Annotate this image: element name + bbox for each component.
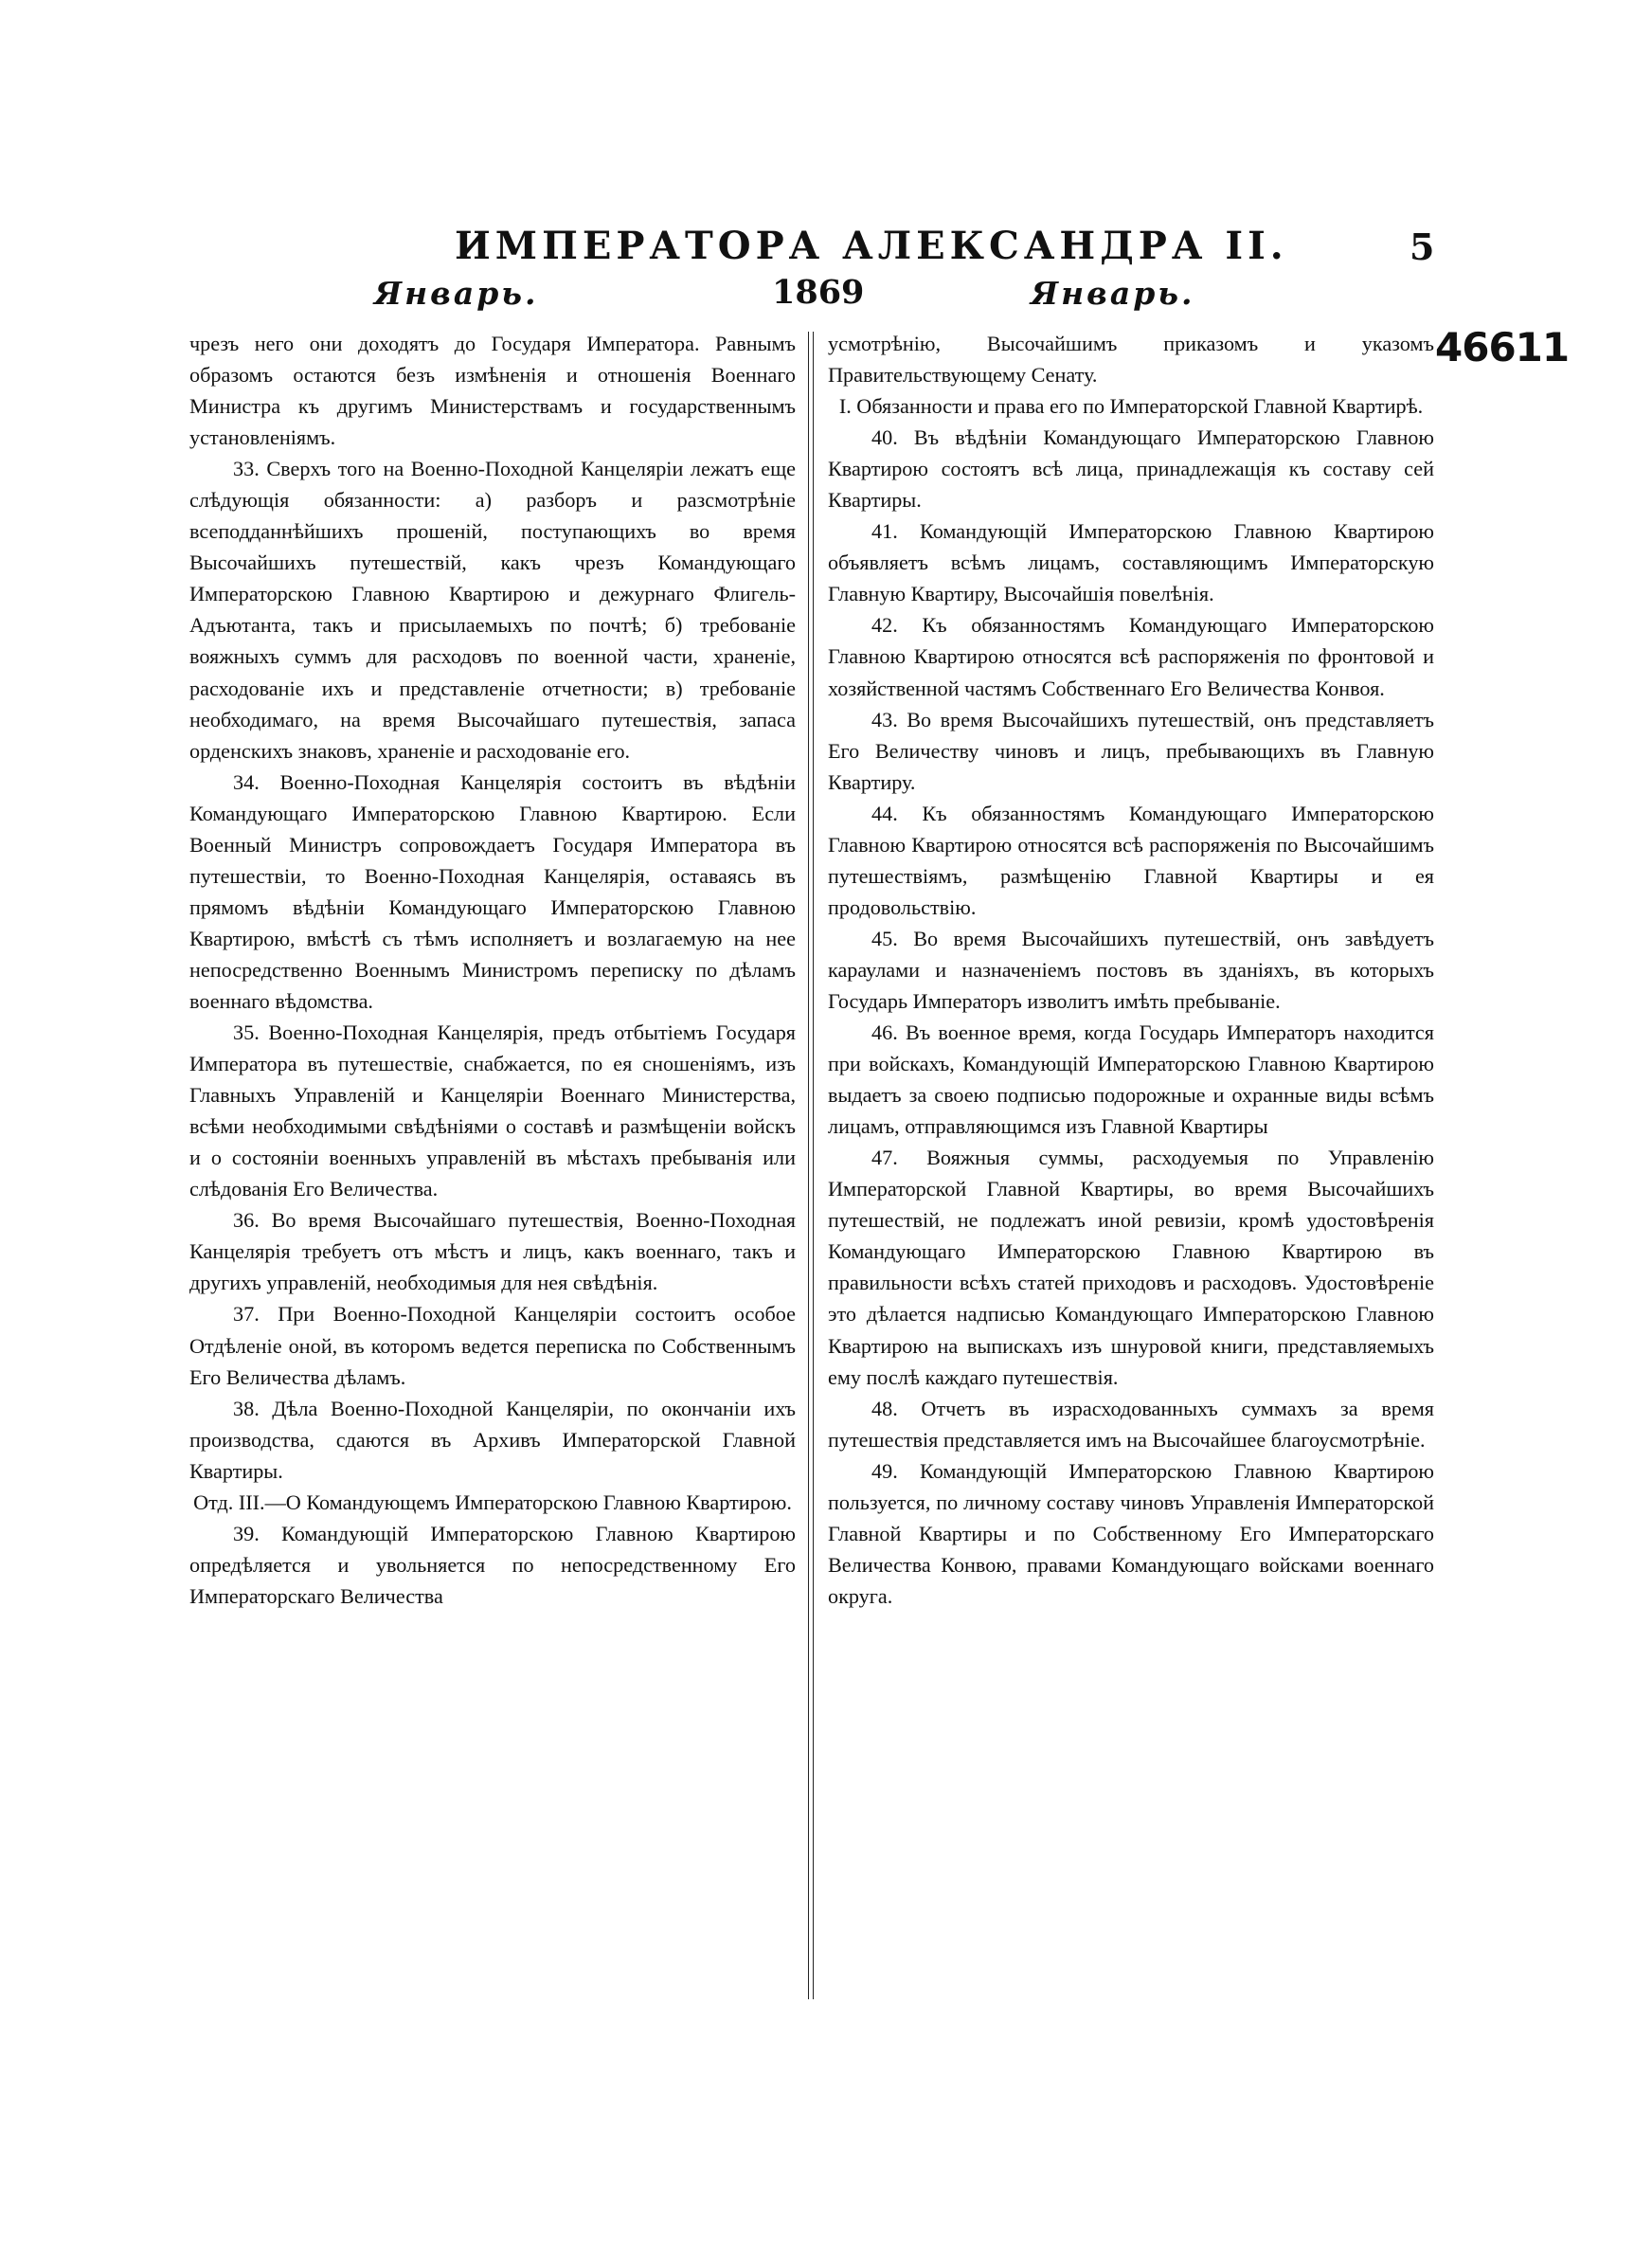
- paragraph: 48. Отчетъ въ израсходованныхъ суммахъ за время путешествія представляется имъ на Высочайшее благоусмотрѣніе.: [828, 1396, 1434, 1452]
- month-left: Январь.: [374, 275, 539, 312]
- section-heading: I. Обязанности и права его по Императорской Главной Квартирѣ.: [838, 394, 1424, 419]
- paragraph: 37. При Военно-Походной Канцеляріи состоитъ особое Отдѣленіе оной, въ которомъ ведется переписка по Собственнымъ Его Величества дѣламъ.: [189, 1302, 796, 1389]
- paragraph: 42. Къ обязанностямъ Командующаго Императорскою Главною Квартирою относятся всѣ распоряженія по фронтовой и хозяйственной частямъ Собственнаго Его Величества Конвоя.: [828, 613, 1434, 700]
- column-divider: [813, 332, 814, 1999]
- paragraph: 40. Въ вѣдѣніи Командующаго Императорскою Главною Квартирою состоятъ всѣ лица, принадлежащія къ составу сей Квартиры.: [828, 425, 1434, 513]
- paragraph: 49. Командующій Императорскою Главною Квартирою пользуется, по личному составу чиновъ Управленія Императорской Главной Квартиры и по Собственному Его Императорскаго Величества Конвою, правами Командующаго войсками военнаго округа.: [828, 1458, 1434, 1608]
- paragraph: 35. Военно-Походная Канцелярія, предъ отбытіемъ Государя Императора въ путешествіе, снабжается, по ея сношеніямъ, изъ Главныхъ Управленій и Канцеляріи Военнаго Министерства, всѣми необходимыми свѣдѣніями о составѣ и размѣщеніи войскъ и о состояніи военныхъ управленій въ мѣстахъ пребыванія или слѣдованія Его Величества.: [189, 1020, 796, 1201]
- paragraph: 36. Во время Высочайшаго путешествія, Военно-Походная Канцелярія требуетъ отъ мѣстъ и лицъ, какъ военнаго, такъ и другихъ управленій, необходимыя для нея свѣдѣнія.: [189, 1208, 796, 1295]
- paragraph: 44. Къ обязанностямъ Командующаго Императорскою Главною Квартирою относятся всѣ распоряженія по Высочайшимъ путешествіямъ, размѣщенію Главной Квартиры и ея продовольствію.: [828, 801, 1434, 919]
- section-heading: Отд. III.—О Командующемъ Императорскою Главною Квартирою.: [193, 1490, 792, 1514]
- page-number: 5: [1410, 226, 1435, 268]
- paragraph: 47. Вояжныя суммы, расходуемыя по Управленію Императорской Главной Квартиры, во время Высочайшихъ путешествій, не подлежатъ иной ревизіи, кромѣ удостовѣренія Командующаго Императорскою Главною Квартирою въ правильности всѣхъ статей приходовъ и расходовъ. Удостовѣреніе это дѣлается надписью Командующаго Императорскою Главною Квартирою на выпискахъ изъ шнуровой книги, представляемыхъ ему послѣ каждаго путешествія.: [828, 1146, 1434, 1389]
- paragraph: 38. Дѣла Военно-Походной Канцеляріи, по окончаніи ихъ производства, сдаются въ Архивъ Императорской Главной Квартиры.: [189, 1396, 796, 1483]
- column-divider: [808, 332, 809, 1999]
- right-column: [828, 328, 1434, 1612]
- year: 1869: [772, 273, 865, 312]
- paragraph: усмотрѣнію, Высочайшимъ приказомъ и указомъ Правительствующему Сенату.: [828, 332, 1434, 388]
- paragraph: 46. Въ военное время, когда Государь Императоръ находится при войскахъ, Командующій Императорскою Главною Квартирою выдаетъ за своею подписью подорожные и охранные виды всѣмъ лицамъ, отправляющимся изъ Главной Квартиры: [828, 1020, 1434, 1139]
- left-column: [189, 328, 796, 1612]
- paragraph: 41. Командующій Императорскою Главною Квартирою объявляетъ всѣмъ лицамъ, составляющимъ Императорскую Главную Квартиру, Высочайшія повелѣнія.: [828, 519, 1434, 606]
- month-right: Январь.: [1031, 275, 1195, 312]
- paragraph: 33. Сверхъ того на Военно-Походной Канцеляріи лежатъ еще слѣдующія обязанности: а) разборъ и разсмотрѣніе всеподданнѣйшихъ прошеній, поступающихъ во время Высочайшихъ путешествій, какъ чрезъ Командующаго Императорскою Главною Квартирою и дежурнаго Флигель-Адъютанта, такъ и присылаемыхъ по почтѣ; б) требованіе вояжныхъ суммъ для расходовъ по военной части, храненіе, расходованіе ихъ и представленіе отчетности; в) требованіе необходимаго, на время Высочайшаго путешествія, запаса орденскихъ знаковъ, храненіе и расходованіе его.: [189, 457, 796, 763]
- paragraph: 34. Военно-Походная Канцелярія состоитъ въ вѣдѣніи Командующаго Императорскою Главною Квартирою. Если Военный Министръ сопровождаетъ Государя Императора въ путешествіи, то Военно-Походная Канцелярія, оставаясь въ прямомъ вѣдѣніи Командующаго Императорскою Главною Квартирою, вмѣстѣ съ тѣмъ исполняетъ и возлагаемую на нее непосредственно Военнымъ Министромъ переписку по дѣламъ военнаго вѣдомства.: [189, 769, 796, 1013]
- running-title: ИМПЕРАТОРА АЛЕКСАНДРА II.: [455, 224, 1288, 268]
- paragraph: 39. Командующій Императорскою Главною Квартирою опредѣляется и увольняется по непосредственному Его Императорскаго Величества: [189, 1521, 796, 1608]
- paragraph: 43. Во время Высочайшихъ путешествій, онъ представляетъ Его Величеству чиновъ и лицъ, пребывающихъ въ Главную Квартиру.: [828, 707, 1434, 794]
- paragraph: 45. Во время Высочайшихъ путешествій, онъ завѣдуетъ караулами и назначеніемъ постовъ въ зданіяхъ, въ которыхъ Государь Императоръ изволитъ имѣть пребываніе.: [828, 926, 1434, 1013]
- paragraph: чрезъ него они доходятъ до Государя Императора. Равнымъ образомъ остаются безъ измѣненія и отношенія Военнаго Министра къ другимъ Министерствамъ и государственнымъ установленіямъ.: [189, 332, 796, 450]
- law-number: 46611: [1435, 324, 1570, 370]
